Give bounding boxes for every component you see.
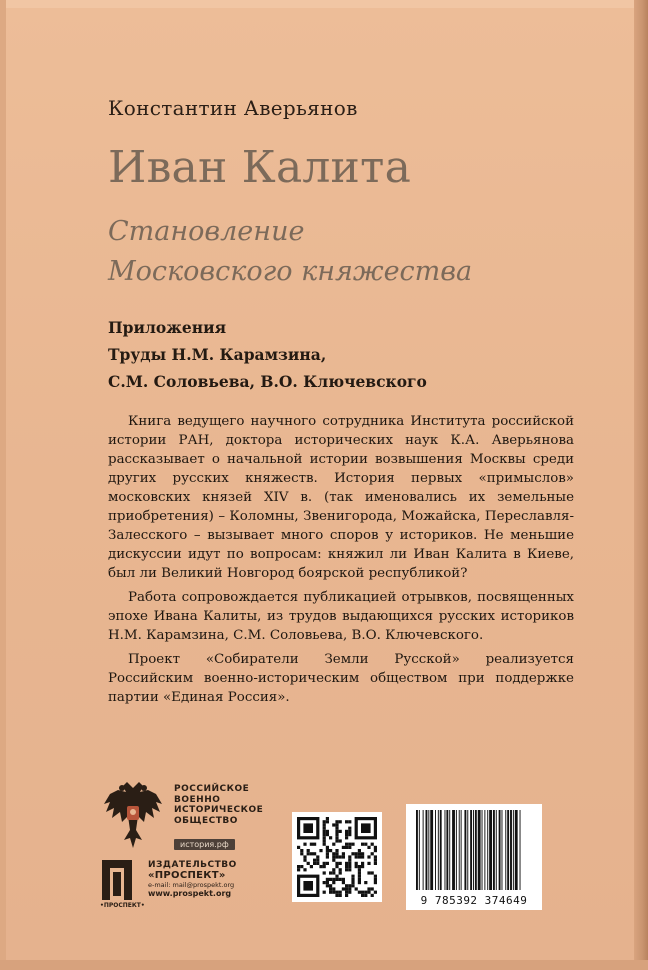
- publisher-email: e-mail: mail@prospekt.org: [148, 881, 235, 889]
- annotation-paragraph: Книга ведущего научного сотрудника Института российской истории РАН, доктора исторических наук К.А. Аверьянова рассказывает о начальной истории возвышения Москвы среди других русских княжеств. История первых «примыслов» московских князей XIV в. (так именовались их земельные приобретения) – Коломны, Звенигорода, Можайска, Переславля-Залесского – вызывает много споров у историков. Не меньшие дискуссии идут по вопросам: княжил ли Иван Калита в Киеве, был ли Великий Новгород боярской республикой?: [108, 414, 574, 581]
- appendix-line: Труды Н.М. Карамзина,: [108, 345, 327, 364]
- rvio-line: ВОЕННО: [174, 794, 221, 805]
- rvio-line: ИСТОРИЧЕСКОЕ: [174, 805, 264, 815]
- cover-edge-top: [0, 0, 648, 8]
- appendix-line: С.М. Соловьева, В.О. Ключевского: [108, 372, 427, 391]
- publisher-info: [148, 860, 237, 898]
- rvio-line: ОБЩЕСТВО: [174, 815, 238, 826]
- isbn-number: 9 785392 374649: [420, 894, 528, 907]
- subtitle-line: Становление: [108, 216, 305, 247]
- author-name: Константин Аверьянов: [108, 96, 358, 120]
- rvio-logo-block: [100, 778, 264, 858]
- barcode-icon: [406, 804, 542, 896]
- annotation-paragraph: Проект «Собиратели Земли Русской» реализуется Российским военно-историческим обществом при поддержке партии «Единая Россия».: [108, 652, 574, 705]
- publisher-name: «ПРОСПЕКТ»: [148, 870, 226, 881]
- appendix-heading: Приложения: [108, 318, 227, 337]
- book-title: Иван Калита: [108, 142, 412, 193]
- prospekt-logo-label: •ПРОСПЕКТ•: [100, 902, 145, 909]
- annotation-text: [108, 412, 574, 712]
- double-headed-eagle-icon: [100, 778, 166, 854]
- appendix-block: [108, 314, 427, 395]
- cover-spine-edge: [634, 0, 648, 970]
- rvio-name: [174, 784, 263, 826]
- prospekt-logo-icon: [102, 860, 132, 900]
- cover-edge-bottom: [0, 960, 648, 970]
- subtitle-line: Московского княжества: [108, 256, 473, 287]
- annotation-paragraph: Работа сопровождается публикацией отрывков, посвященных эпохе Ивана Калиты, из трудов выдающихся русских историков Н.М. Карамзина, С.М. Соловьева, В.О. Ключевского.: [108, 590, 574, 643]
- qr-code-icon: [292, 812, 382, 902]
- publisher-block: [100, 858, 270, 918]
- rvio-line: РОССИЙСКОЕ: [174, 784, 250, 794]
- cover-edge-left: [0, 0, 6, 970]
- qr-code: [292, 812, 382, 902]
- book-subtitle: [108, 212, 472, 292]
- rvio-website: история.рф: [174, 839, 235, 850]
- publisher-website: www.prospekt.org: [148, 889, 232, 898]
- isbn-barcode: [406, 804, 542, 910]
- publisher-label: ИЗДАТЕЛЬСТВО: [148, 860, 237, 870]
